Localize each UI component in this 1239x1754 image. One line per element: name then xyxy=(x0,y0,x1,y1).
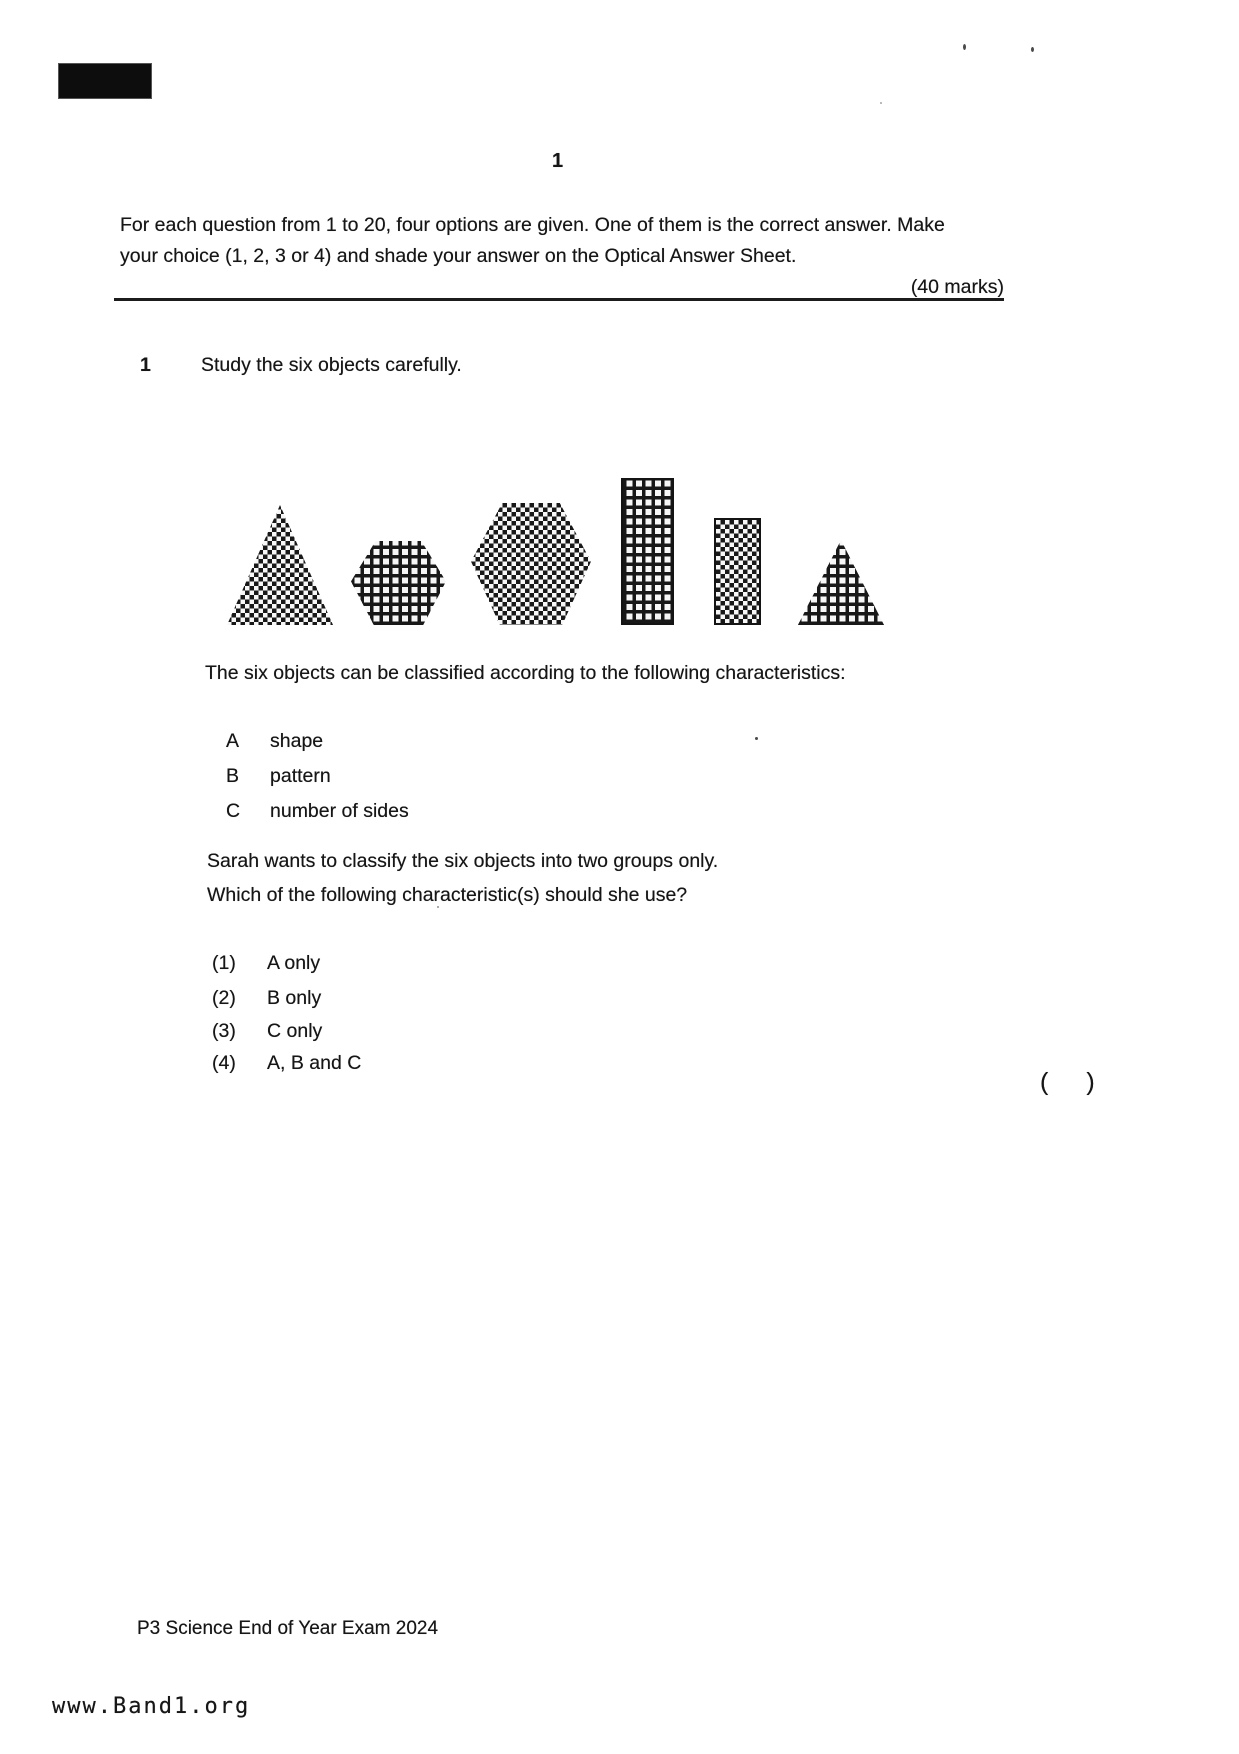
option-2-text: B only xyxy=(267,987,322,1009)
scenario-line-1: Sarah wants to classify the six objects into two groups only. xyxy=(207,850,719,872)
objects-row xyxy=(227,478,907,625)
scan-artifact xyxy=(755,737,758,740)
marks-label: (40 marks) xyxy=(910,276,1004,298)
object-5-checkered-rectangle xyxy=(714,518,761,625)
exam-footer: P3 Science End of Year Exam 2024 xyxy=(137,1618,439,1639)
characteristic-b-text: pattern xyxy=(270,765,331,787)
object-2-plaid-hexagon xyxy=(351,541,446,625)
section-divider xyxy=(114,298,1004,301)
characteristic-c-label: C xyxy=(226,800,241,822)
instructions-block xyxy=(120,212,1004,305)
option-2-number: (2) xyxy=(212,987,236,1009)
instructions-line-1: For each question from 1 to 20, four options are given. One of them is the correct answer. Make xyxy=(120,214,945,236)
scenario-line-2: Which of the following characteristic(s) should she use? xyxy=(207,884,688,906)
characteristic-b-label: B xyxy=(226,765,240,787)
question-prompt: Study the six objects carefully. xyxy=(201,354,462,376)
object-4-plaid-rectangle xyxy=(621,478,674,625)
object-6-plaid-triangle xyxy=(798,540,884,625)
object-3-checkered-hexagon xyxy=(471,503,591,625)
characteristic-a-text: shape xyxy=(270,730,324,752)
option-3-text: C only xyxy=(267,1020,323,1042)
characteristic-a-label: A xyxy=(226,730,240,752)
classification-intro: The six objects can be classified according to the following characteristics: xyxy=(205,662,846,684)
characteristic-c-text: number of sides xyxy=(270,800,409,822)
option-4-text: A, B and C xyxy=(267,1052,362,1074)
option-1-number: (1) xyxy=(212,952,236,974)
redaction-box xyxy=(58,63,152,99)
question-number: 1 xyxy=(140,354,151,376)
option-1-text: A only xyxy=(267,952,321,974)
object-1-checkered-triangle xyxy=(227,505,333,625)
answer-brackets xyxy=(1040,1066,1095,1100)
option-3-number: (3) xyxy=(212,1020,236,1042)
scan-artifact xyxy=(880,102,882,104)
page-number: 1 xyxy=(552,150,564,172)
scan-artifact xyxy=(1031,47,1034,52)
instructions-line-2: your choice (1, 2, 3 or 4) and shade your answer on the Optical Answer Sheet. xyxy=(120,245,797,267)
site-watermark: www.Band1.org xyxy=(52,1694,251,1719)
option-4-number: (4) xyxy=(212,1052,236,1074)
scan-artifact xyxy=(963,44,966,50)
answer-bracket-close: ) xyxy=(1086,1068,1095,1096)
answer-bracket-open: ( xyxy=(1040,1068,1049,1096)
